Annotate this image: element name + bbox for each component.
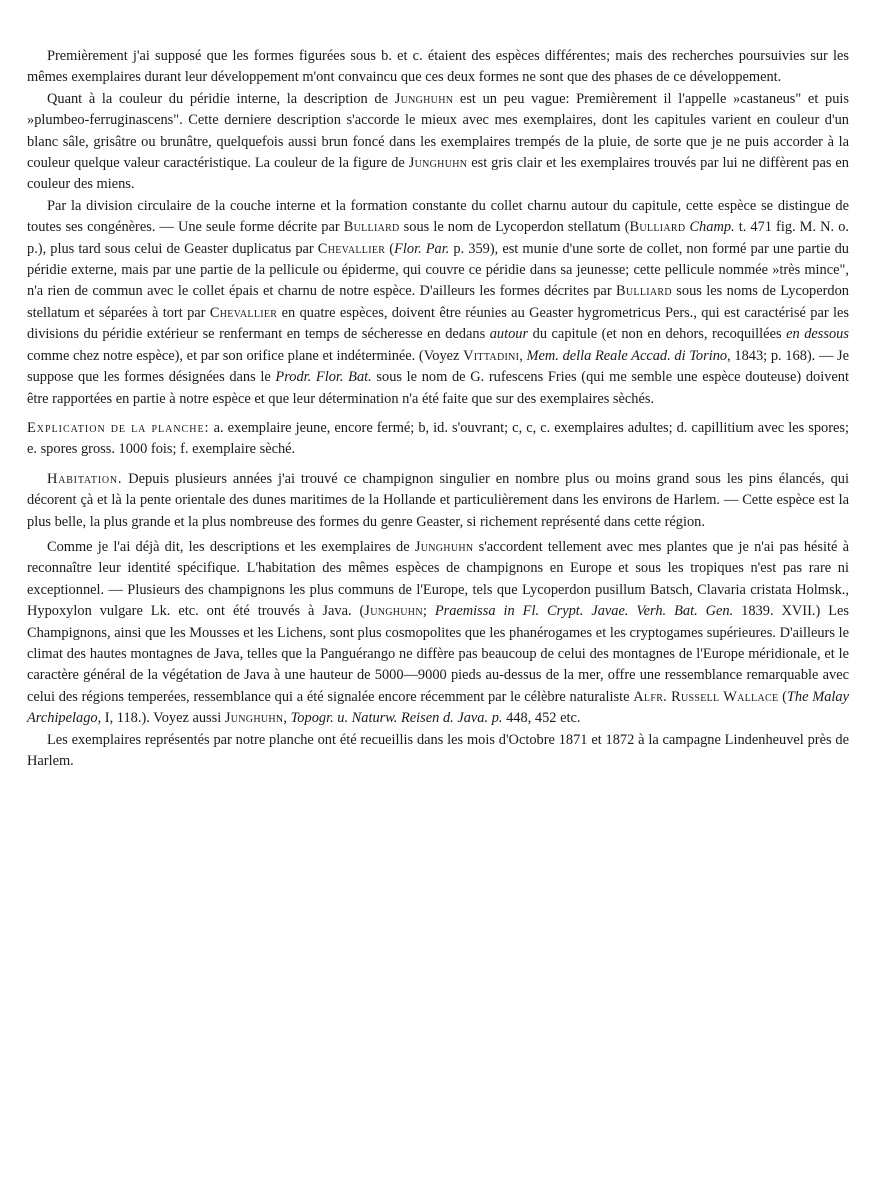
author-name: Junghuhn <box>394 90 454 107</box>
paragraph-color <box>27 89 849 196</box>
author-name: Junghuhn <box>364 603 423 620</box>
author-name: Junghuhn <box>224 710 284 727</box>
author-name: Bulliard <box>616 283 672 300</box>
author-name: Alfr. Russell Wallace <box>633 688 779 705</box>
citation-italic: Flor. Par. <box>394 240 450 257</box>
text-run: Comme je l'ai déjà dit, les descriptions et les exemplaires de <box>47 538 415 555</box>
citation-italic: Praemissa in Fl. Crypt. Javae. Verh. Bat. Gen. <box>434 603 734 620</box>
habitation-text: Depuis plusieurs années j'ai trouvé ce champignon singulier en nombre plus ou moins grand sous les pins élancés, qui décorent çà et là la pente orientale des dunes maritimes de la Hollande et particulièrement dans les environs de Harlem. — Cette espèce est la plus belle, la plus grande et la plus nombreuse des formes du genre Geaster, si richement représenté dans cette région. <box>27 470 849 530</box>
text-run: 448, 452 etc. <box>502 710 581 727</box>
text-run: , 1843; p. 168). — Je suppose que les formes désignées dans le <box>27 347 849 386</box>
text-run: p. 359), est munie d'une sorte de collet, non formé par une partie du péridie externe, mais par une partie de la pellicule ou épiderme, qui couvre ce péridie dans sa jeunesse; cette pellicule nommée »très mince", n'a rien de commun avec le collet épais et charnu de notre espèce. D'ailleurs les formes décrites par <box>27 240 849 300</box>
text-run: , <box>283 710 291 727</box>
text-run: s'accordent tellement avec mes plantes que je n'ai pas hésité à reconnaître leur identité spécifique. L'habitation des mêmes espèces de champignons en Europe et sous les tropiques n'est pas rare ni exceptionnel. — Plusieurs des champignons les plus communs de l'Europe, tels que Lycoperdon pusillum Batsch, Clavaria cristata Holmsk., Hypoxylon vulgare Lk. etc. ont été trouvés à Java. ( <box>27 538 849 620</box>
emphasis-italic: autour <box>489 326 529 343</box>
habitation-label: Habitation. <box>47 470 123 487</box>
text-run: du capitule (et non en dehors, recoquillées <box>528 326 787 343</box>
text-run: sous les noms de Lycoperdon stellatum et séparées à tort par <box>27 283 849 321</box>
author-name: Junghuhn <box>408 155 468 172</box>
text-run: est gris clair et les exemplaires trouvés par lui ne diffèrent pas en couleur des miens. <box>27 155 849 193</box>
citation-italic: Mem. della Reale Accad. di Torino <box>526 347 728 364</box>
text-run: t. 471 fig. M. N. o. p.), plus tard sous celui de Geaster duplicatus par <box>27 219 849 257</box>
plate-explanation <box>27 418 849 461</box>
text-run: Quant à la couleur du péridie interne, la description de <box>47 90 395 107</box>
paragraph-collection: Les exemplaires représentés par notre planche ont été recueillis dans les mois d'Octobre 1871 et 1872 à la campagne Lindenheuvel près de Harlem. <box>27 731 849 769</box>
author-name: Chevallier <box>317 240 386 257</box>
emphasis-italic: en dessous <box>786 326 849 343</box>
text-run: ( <box>385 240 395 257</box>
plate-explanation-label: Explication de la planche: <box>27 419 210 436</box>
paragraph-habitation <box>27 469 849 533</box>
author-name: Chevallier <box>209 304 278 321</box>
citation-italic: Topogr. u. Naturw. Reisen d. Java. p. <box>290 710 503 727</box>
text-run: ( <box>778 688 787 705</box>
author-name: Vittadini <box>463 347 520 364</box>
text-run: , <box>519 347 527 364</box>
text-run: sous le nom de Lycoperdon stellatum ( <box>399 219 630 236</box>
text-run: sous le nom de G. rufescens Fries (qui me semble une espèce douteuse) doivent être rapportées en partie à notre espèce et que leur détermination n'a été faite que sur des exemplaires sèchés. <box>27 369 849 407</box>
citation-italic: The Malay Archipelago <box>27 688 849 727</box>
document-page <box>27 46 849 772</box>
text-run: comme chez notre espèce), et par son orifice plane et indéterminée. (Voyez <box>27 347 464 364</box>
text-run: est un peu vague: Premièrement il l'appelle »castaneus" et puis »plumbeo-ferruginascens". Cette derniere description s'accorde le mieux avec mes exemplaires, dont les capitules varient en couleur d'un blanc sâle, grisâtre ou brunâtre, quelquefois aussi brun foncé dans les exemplaires trempés de la pluie, de sorte que je ne puis accorder à la couleur quelque valeur caractéristique. La couleur de la figure de <box>27 90 849 172</box>
paragraph-division <box>27 196 849 410</box>
author-name: Bulliard <box>629 219 686 236</box>
text-run: , I, 118.). Voyez aussi <box>97 710 225 727</box>
text-run: en quatre espèces, doivent être réunies au Geaster hygrometricus Pers., qui est caractérisé par les divisions du péridie extérieur se renfermant en temps de sécheresse en dedans <box>27 304 849 343</box>
author-name: Bulliard <box>343 219 400 236</box>
paragraph-distribution <box>27 537 849 730</box>
citation-italic: Champ. <box>685 219 735 236</box>
text-run: Par la division circulaire de la couche interne et la formation constante du collet charnu autour du capitule, cette espèce se distingue de toutes ses congénères. — Une seule forme décrite par <box>27 197 849 236</box>
text-run: 1839. XVII.) Les Champignons, ainsi que les Mousses et les Lichens, sont plus cosmopolites que les phanérogames et les cryptogames supérieures. D'ailleurs le climat des hautes montagnes de Java, telles que la Panguérango ne diffère pas beaucoup de celui des montagnes de l'Europe méridionale, et le caractère général de la végétation de Java à une hauteur de 5000—9000 pieds au-dessus de la mer, offre une ressemblance remarquable avec celui des régions temperées, ressemblance qui a été signalée encore récemment par le célèbre naturaliste <box>27 603 849 705</box>
paragraph-phases: Premièrement j'ai supposé que les formes figurées sous b. et c. étaient des espèces différentes; mais des recherches poursuivies sur les mêmes exemplaires durant leur développement m'ont convaincu que ces deux formes ne sont que des phases de ce développement. <box>27 48 849 86</box>
citation-italic: Prodr. Flor. Bat. <box>275 369 372 386</box>
plate-explanation-text: a. exemplaire jeune, encore fermé; b, id. s'ouvrant; c, c, c. exemplaires adultes; d. capillitium avec les spores; e. spores gross. 1000 fois; f. exemplaire sèché. <box>27 419 849 458</box>
text-run: ; <box>422 603 435 620</box>
author-name: Junghuhn <box>414 538 474 555</box>
